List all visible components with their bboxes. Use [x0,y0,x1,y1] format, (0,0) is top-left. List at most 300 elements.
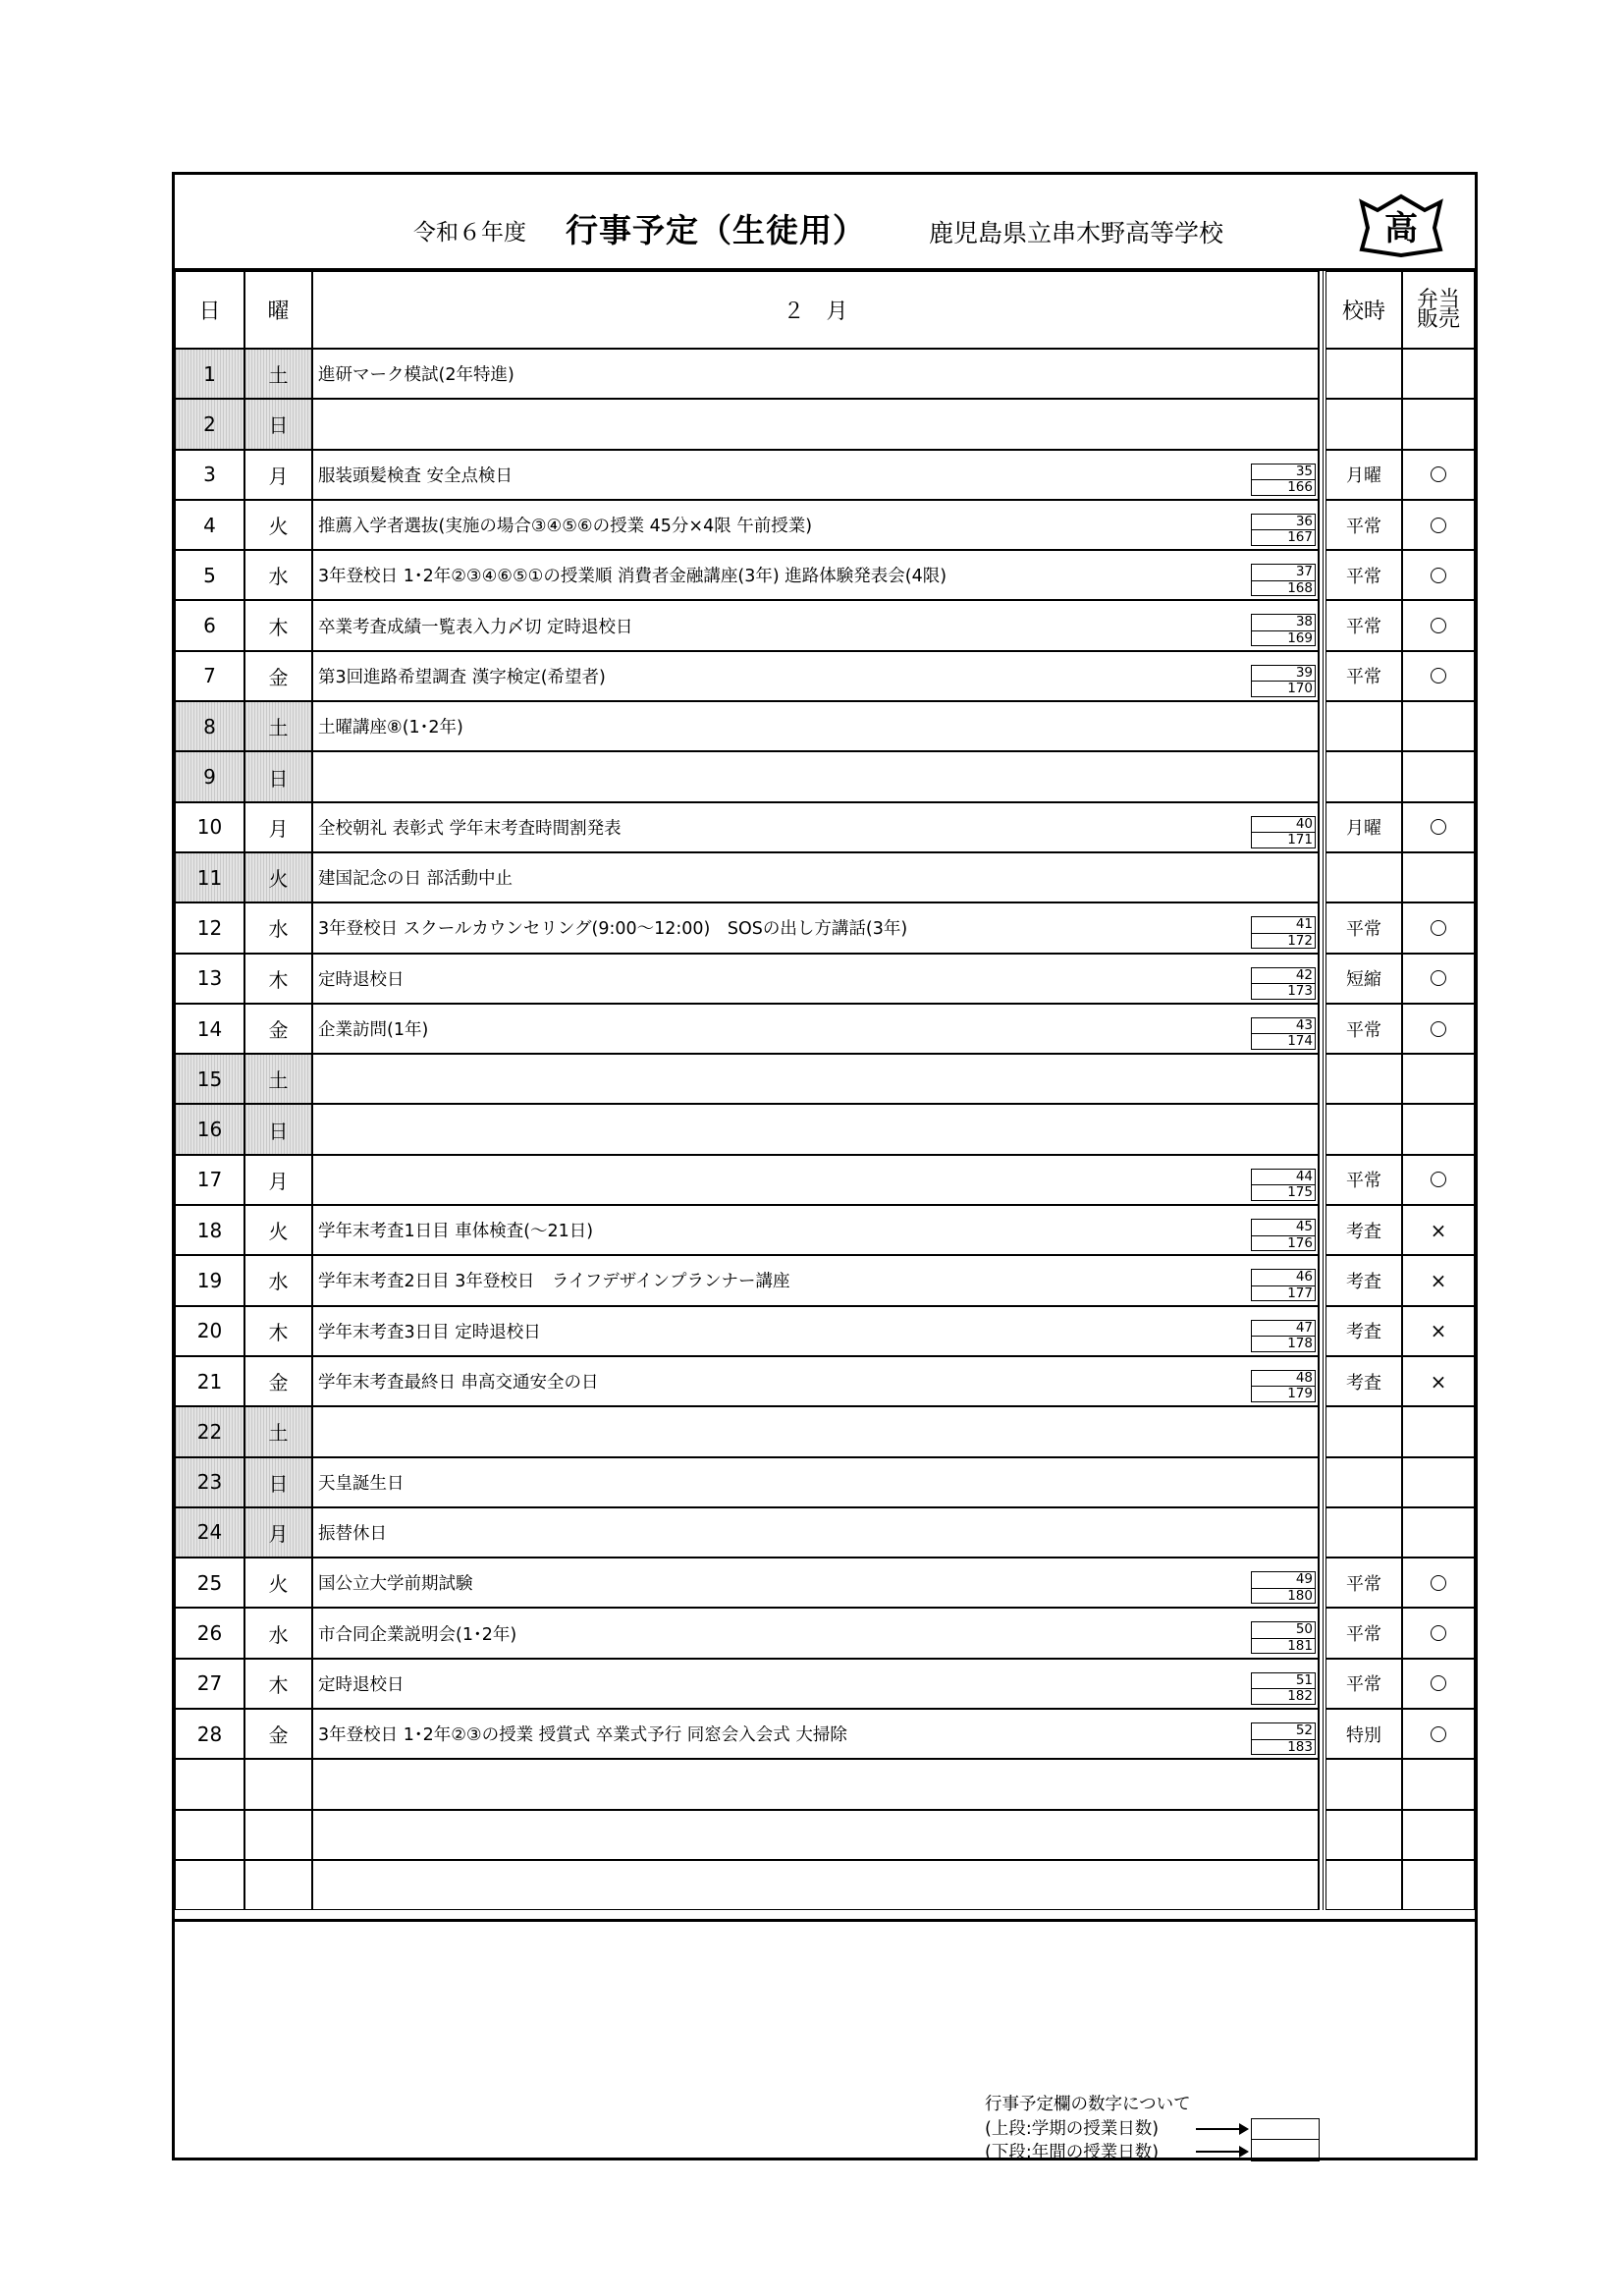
table-row [175,349,1475,399]
day-cell: 13 [175,954,244,1004]
event-text: 卒業考査成績一覧表入力〆切 定時退校日 [318,617,633,637]
event-divider [1319,399,1324,449]
day-counter [1251,1219,1316,1251]
event-cell [312,1558,1319,1608]
event-divider [1319,1306,1324,1356]
dow-cell [244,1860,312,1910]
legend-arrow-upper-icon [1196,2128,1245,2130]
fiscal-year: 令和６年度 [413,220,526,246]
day-counter [1251,1722,1316,1755]
day-cell: 19 [175,1255,244,1305]
day-cell: 1 [175,349,244,399]
day-counter [1251,916,1316,949]
dow-cell: 火 [244,1558,312,1608]
table-row [175,852,1475,902]
table-row [175,1558,1475,1608]
header-day: 日 [175,271,244,349]
year-day-count: 183 [1251,1739,1316,1756]
table-row [175,1356,1475,1406]
bento-available-icon [1431,568,1446,583]
year-day-count: 175 [1251,1184,1316,1201]
bento-cell [1402,399,1475,449]
dow-cell: 月 [244,1155,312,1205]
day-cell: 2 [175,399,244,449]
day-cell [175,1860,244,1910]
bento-cell [1402,349,1475,399]
day-counter [1251,564,1316,596]
header-month: ２ 月 [312,271,1319,349]
bento-available-icon [1431,518,1446,533]
day-counter [1251,614,1316,646]
term-day-count: 51 [1251,1672,1316,1689]
event-text: 服装頭髪検査 安全点検日 [318,465,514,486]
day-cell [175,1759,244,1809]
event-text: 第3回進路希望調査 漢字検定(希望者) [318,667,606,687]
bento-cell [1402,550,1475,600]
event-divider [1319,500,1324,550]
event-cell [312,701,1319,751]
event-cell [312,1457,1319,1507]
bento-cell [1402,1457,1475,1507]
event-divider [1319,1457,1324,1507]
day-cell: 14 [175,1004,244,1054]
day-cell: 18 [175,1205,244,1255]
term-day-count: 42 [1251,967,1316,984]
header-bento-line2: 販売 [1416,306,1460,332]
event-cell [312,399,1319,449]
hours-cell: 平常 [1325,1659,1402,1709]
day-cell: 21 [175,1356,244,1406]
bento-cell [1402,1558,1475,1608]
day-cell: 22 [175,1406,244,1456]
table-row [175,600,1475,650]
event-cell [312,802,1319,852]
day-cell [175,1810,244,1860]
dow-cell: 日 [244,1104,312,1154]
bento-available-icon [1431,970,1446,986]
bento-available-icon [1431,1726,1446,1742]
table-row [175,1104,1475,1154]
header-bento-line1: 弁当 [1416,287,1460,312]
event-divider [1319,1759,1324,1809]
day-cell: 3 [175,450,244,500]
year-day-count: 166 [1251,479,1316,496]
dow-cell: 土 [244,1054,312,1104]
hours-cell: 月曜 [1325,450,1402,500]
bento-available-icon [1431,1172,1446,1187]
event-divider [1319,450,1324,500]
day-cell: 24 [175,1507,244,1558]
day-counter [1251,1269,1316,1301]
event-divider [1319,1709,1324,1759]
dow-cell: 水 [244,1608,312,1658]
term-day-count: 36 [1251,514,1316,530]
year-day-count: 176 [1251,1235,1316,1252]
event-cell [312,651,1319,701]
header-hours: 校時 [1325,271,1402,349]
dow-cell: 木 [244,1659,312,1709]
hours-cell: 考査 [1325,1205,1402,1255]
table-row [175,1306,1475,1356]
table-row [175,399,1475,449]
event-text: 3年登校日 1･2年②③の授業 授賞式 卒業式予行 同窓会入会式 大掃除 [318,1725,847,1746]
table-row [175,1255,1475,1305]
bento-available-icon [1431,466,1446,482]
day-cell: 9 [175,751,244,801]
bento-cell [1402,1507,1475,1558]
event-divider [1319,1205,1324,1255]
event-divider [1319,902,1324,953]
bento-cell [1402,1004,1475,1054]
bento-cell [1402,1759,1475,1809]
year-day-count: 167 [1251,529,1316,546]
event-divider [1319,1507,1324,1558]
hours-cell [1325,751,1402,801]
event-divider [1319,852,1324,902]
table-body [175,349,1475,1910]
event-divider [1319,600,1324,650]
event-text: 建国記念の日 部活動中止 [318,869,514,890]
day-counter [1251,514,1316,546]
table-row [175,1004,1475,1054]
hours-cell: 考査 [1325,1356,1402,1406]
event-divider [1319,802,1324,852]
term-day-count: 50 [1251,1621,1316,1638]
year-day-count: 172 [1251,933,1316,950]
day-counter [1251,1672,1316,1705]
day-cell: 17 [175,1155,244,1205]
year-day-count: 171 [1251,832,1316,848]
year-day-count: 174 [1251,1033,1316,1050]
bento-cell [1402,1659,1475,1709]
event-cell [312,1759,1319,1809]
event-divider [1319,1255,1324,1305]
table-row [175,1608,1475,1658]
event-cell [312,1004,1319,1054]
year-day-count: 178 [1251,1336,1316,1352]
dow-cell [244,1759,312,1809]
table-row [175,954,1475,1004]
bento-cell [1402,954,1475,1004]
event-text: 学年末考査1日目 車体検査(～21日) [318,1222,594,1242]
event-divider [1319,1104,1324,1154]
dow-cell: 水 [244,1255,312,1305]
event-text: 全校朝礼 表彰式 学年末考査時間割発表 [318,818,622,839]
table-row [175,1205,1475,1255]
day-cell: 5 [175,550,244,600]
day-cell: 8 [175,701,244,751]
event-divider [1319,1155,1324,1205]
dow-cell: 月 [244,450,312,500]
day-counter [1251,665,1316,697]
bento-cell [1402,450,1475,500]
term-day-count: 48 [1251,1370,1316,1387]
event-cell [312,1104,1319,1154]
table-row [175,1457,1475,1507]
hours-cell: 平常 [1325,902,1402,953]
bento-cell [1402,1255,1475,1305]
year-day-count: 170 [1251,681,1316,697]
table-row [175,1860,1475,1910]
dow-cell: 金 [244,1004,312,1054]
term-day-count: 44 [1251,1169,1316,1185]
dow-cell: 土 [244,349,312,399]
hours-cell: 平常 [1325,1155,1402,1205]
hours-cell: 平常 [1325,651,1402,701]
event-text: 企業訪問(1年) [318,1020,429,1040]
bento-available-icon [1431,1575,1446,1591]
event-cell [312,852,1319,902]
event-divider [1319,550,1324,600]
dow-cell: 土 [244,1406,312,1456]
dow-cell: 木 [244,1306,312,1356]
day-cell: 7 [175,651,244,701]
year-day-count: 173 [1251,983,1316,1000]
year-day-count: 179 [1251,1386,1316,1402]
event-cell [312,1860,1319,1910]
hours-cell [1325,1810,1402,1860]
event-cell [312,1810,1319,1860]
bento-available-icon [1431,618,1446,633]
term-day-count: 43 [1251,1017,1316,1034]
year-day-count: 177 [1251,1285,1316,1302]
legend-lower: (下段:年間の授業日数) [985,2143,1160,2162]
dow-cell: 金 [244,1709,312,1759]
hours-cell: 平常 [1325,1608,1402,1658]
bento-cell [1402,1104,1475,1154]
day-counter [1251,1320,1316,1352]
day-counter [1251,816,1316,848]
table-row [175,1406,1475,1456]
bento-mark: × [1430,1319,1447,1343]
year-day-count: 180 [1251,1588,1316,1605]
table-row [175,450,1475,500]
event-cell [312,1608,1319,1658]
event-divider [1319,701,1324,751]
crest-glyph: 高 [1384,209,1418,248]
day-cell: 12 [175,902,244,953]
bento-cell [1402,751,1475,801]
bento-mark: × [1430,1268,1447,1292]
bento-mark: × [1430,1218,1447,1242]
dow-cell [244,1810,312,1860]
event-cell [312,1406,1319,1456]
bento-available-icon [1431,1675,1446,1691]
event-divider [1319,1659,1324,1709]
day-cell: 28 [175,1709,244,1759]
bento-cell [1402,1205,1475,1255]
event-cell [312,550,1319,600]
event-text: 進研マーク模試(2年特進) [318,365,514,386]
dow-cell: 日 [244,751,312,801]
bento-cell [1402,1356,1475,1406]
term-day-count: 38 [1251,614,1316,630]
event-cell [312,1205,1319,1255]
hours-cell: 平常 [1325,1004,1402,1054]
event-cell [312,1054,1319,1104]
event-text: 定時退校日 [318,1674,405,1695]
event-text: 振替休日 [318,1523,387,1544]
day-cell: 16 [175,1104,244,1154]
event-cell [312,1356,1319,1406]
event-text: 天皇誕生日 [318,1473,405,1494]
day-counter [1251,1621,1316,1654]
notes-area [175,1919,1475,2160]
term-day-count: 37 [1251,564,1316,580]
legend-upper: (上段:学期の授業日数) [985,2119,1160,2139]
hours-cell: 平常 [1325,600,1402,650]
hours-cell: 短縮 [1325,954,1402,1004]
table-row [175,1507,1475,1558]
event-text: 定時退校日 [318,969,405,990]
day-cell: 11 [175,852,244,902]
dow-cell: 水 [244,550,312,600]
bento-cell [1402,1608,1475,1658]
event-cell [312,751,1319,801]
table-header [175,271,1475,349]
table-row [175,751,1475,801]
bento-available-icon [1431,1021,1446,1037]
bento-cell [1402,1810,1475,1860]
year-day-count: 169 [1251,630,1316,647]
event-divider [1319,1054,1324,1104]
event-text: 国公立大学前期試験 [318,1574,473,1595]
hours-cell: 考査 [1325,1255,1402,1305]
hours-cell: 平常 [1325,550,1402,600]
event-divider [1319,1558,1324,1608]
school-name: 鹿児島県立串木野高等学校 [929,219,1224,247]
day-cell: 6 [175,600,244,650]
bento-cell [1402,802,1475,852]
year-day-count: 181 [1251,1638,1316,1655]
event-cell [312,902,1319,953]
table-row [175,1709,1475,1759]
dow-cell: 日 [244,399,312,449]
bento-available-icon [1431,1625,1446,1641]
term-day-count: 46 [1251,1269,1316,1285]
bento-cell [1402,1709,1475,1759]
schedule-sheet [172,172,1478,2160]
dow-cell: 日 [244,1457,312,1507]
dow-cell: 火 [244,852,312,902]
event-text: 推薦入学者選抜(実施の場合③④⑤⑥の授業 45分×4限 午前授業) [318,517,813,537]
hours-cell: 平常 [1325,1558,1402,1608]
dow-cell: 土 [244,701,312,751]
dow-cell: 木 [244,600,312,650]
day-counter [1251,1017,1316,1050]
table-row [175,802,1475,852]
bento-available-icon [1431,668,1446,683]
bento-mark: × [1430,1369,1447,1394]
event-divider [1319,1608,1324,1658]
event-divider [1319,1860,1324,1910]
term-day-count: 45 [1251,1219,1316,1235]
bento-cell [1402,1155,1475,1205]
event-text: 学年末考査3日目 定時退校日 [318,1322,541,1342]
bento-cell [1402,500,1475,550]
table-row [175,1759,1475,1809]
page-title: 行事予定（生徒用） [566,211,866,249]
hours-cell: 平常 [1325,500,1402,550]
table-row [175,550,1475,600]
event-divider [1319,349,1324,399]
dow-cell: 火 [244,500,312,550]
hours-cell: 月曜 [1325,802,1402,852]
dow-cell: 火 [244,1205,312,1255]
hours-cell [1325,399,1402,449]
day-cell: 27 [175,1659,244,1709]
hours-cell [1325,701,1402,751]
event-cell [312,1507,1319,1558]
dow-cell: 金 [244,651,312,701]
event-cell [312,349,1319,399]
term-day-count: 39 [1251,665,1316,682]
bento-cell [1402,1860,1475,1910]
day-counter [1251,1571,1316,1604]
hours-cell [1325,1406,1402,1456]
hours-cell [1325,1860,1402,1910]
event-divider [1319,1004,1324,1054]
dow-cell: 金 [244,1356,312,1406]
legend-counter-box [1251,2118,1320,2161]
table-row [175,902,1475,953]
event-cell [312,600,1319,650]
event-cell [312,1659,1319,1709]
table-row [175,1155,1475,1205]
hours-cell [1325,1104,1402,1154]
bento-cell [1402,600,1475,650]
header-bento [1402,271,1475,349]
day-cell: 25 [175,1558,244,1608]
header-dow: 曜 [244,271,312,349]
bento-cell [1402,651,1475,701]
dow-cell: 木 [244,954,312,1004]
day-counter [1251,1169,1316,1201]
bento-cell [1402,701,1475,751]
event-divider [1319,954,1324,1004]
legend-arrow-lower-icon [1196,2151,1245,2153]
table-row [175,701,1475,751]
event-divider [1319,1406,1324,1456]
legend-title: 行事予定欄の数字について [985,2095,1191,2114]
day-counter [1251,464,1316,496]
hours-cell [1325,1457,1402,1507]
bento-cell [1402,1306,1475,1356]
term-day-count: 40 [1251,816,1316,833]
hours-cell: 特別 [1325,1709,1402,1759]
hours-cell [1325,349,1402,399]
event-divider [1319,1810,1324,1860]
bento-cell [1402,1054,1475,1104]
event-cell [312,954,1319,1004]
dow-cell: 月 [244,1507,312,1558]
day-counter [1251,967,1316,1000]
dow-cell: 月 [244,802,312,852]
schedule-table [175,271,1475,1910]
table-row [175,1659,1475,1709]
bento-available-icon [1431,920,1446,936]
day-cell: 15 [175,1054,244,1104]
day-cell: 23 [175,1457,244,1507]
event-text: 3年登校日 1･2年②③④⑥⑤①の授業順 消費者金融講座(3年) 進路体験発表会(4限) [318,567,947,587]
event-divider [1319,651,1324,701]
dow-cell: 水 [244,902,312,953]
term-day-count: 35 [1251,464,1316,480]
event-text: 土曜講座⑧(1･2年) [318,718,463,738]
day-cell: 26 [175,1608,244,1658]
day-cell: 4 [175,500,244,550]
header-divider [1319,271,1324,349]
